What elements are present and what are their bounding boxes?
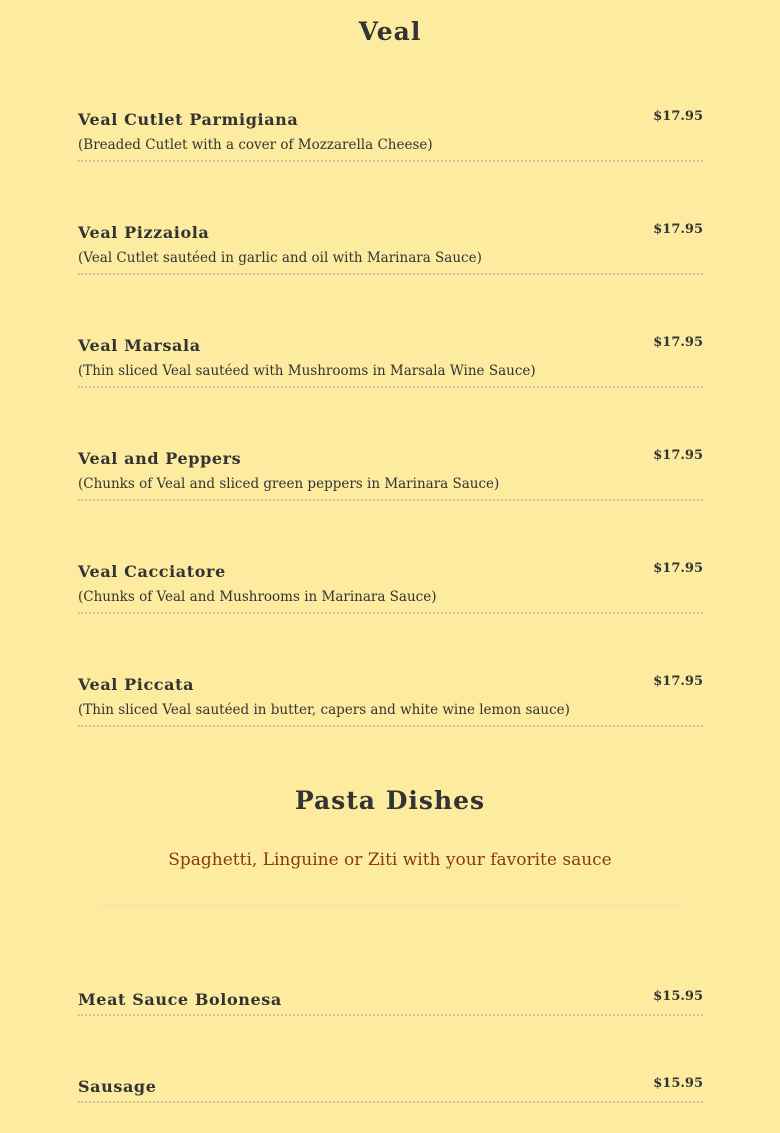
dotted-divider [78,160,703,162]
item-description: (Chunks of Veal and sliced green peppers in Marinara Sauce) [78,476,500,492]
item-price: $15.95 [653,989,703,1004]
item-name: Veal Piccata [78,675,195,694]
item-description: (Veal Cutlet sautéed in garlic and oil with Marinara Sauce) [78,250,482,266]
pasta-section-title: Pasta Dishes [294,786,486,815]
item-name: Meat Sauce Bolonesa [78,990,282,1009]
dotted-divider [78,499,703,501]
item-price: $15.95 [653,1076,703,1091]
item-description: (Thin sliced Veal sautéed with Mushrooms in Marsala Wine Sauce) [78,363,536,379]
dotted-divider [78,1014,703,1016]
item-price: $17.95 [653,448,703,463]
item-name: Veal Pizzaiola [78,223,210,242]
dotted-divider [78,725,703,727]
item-description: (Thin sliced Veal sautéed in butter, capers and white wine lemon sauce) [78,702,570,718]
dotted-divider [78,1101,703,1103]
item-description: (Chunks of Veal and Mushrooms in Marinara Sauce) [78,589,437,605]
item-price: $17.95 [653,561,703,576]
item-name: Veal and Peppers [78,449,242,468]
item-name: Sausage [78,1077,157,1096]
item-price: $17.95 [653,335,703,350]
veal-section-title: Veal [358,17,422,46]
item-price: $17.95 [653,674,703,689]
dotted-divider [78,612,703,614]
dotted-divider [78,273,703,275]
item-description: (Breaded Cutlet with a cover of Mozzarella Cheese) [78,137,433,153]
dotted-divider [78,386,703,388]
item-name: Veal Cacciatore [78,562,226,581]
item-price: $17.95 [653,109,703,124]
section-divider [97,905,682,907]
item-name: Veal Cutlet Parmigiana [78,110,299,129]
pasta-subtitle: Spaghetti, Linguine or Ziti with your favorite sauce [168,850,612,870]
item-name: Veal Marsala [78,336,201,355]
item-price: $17.95 [653,222,703,237]
